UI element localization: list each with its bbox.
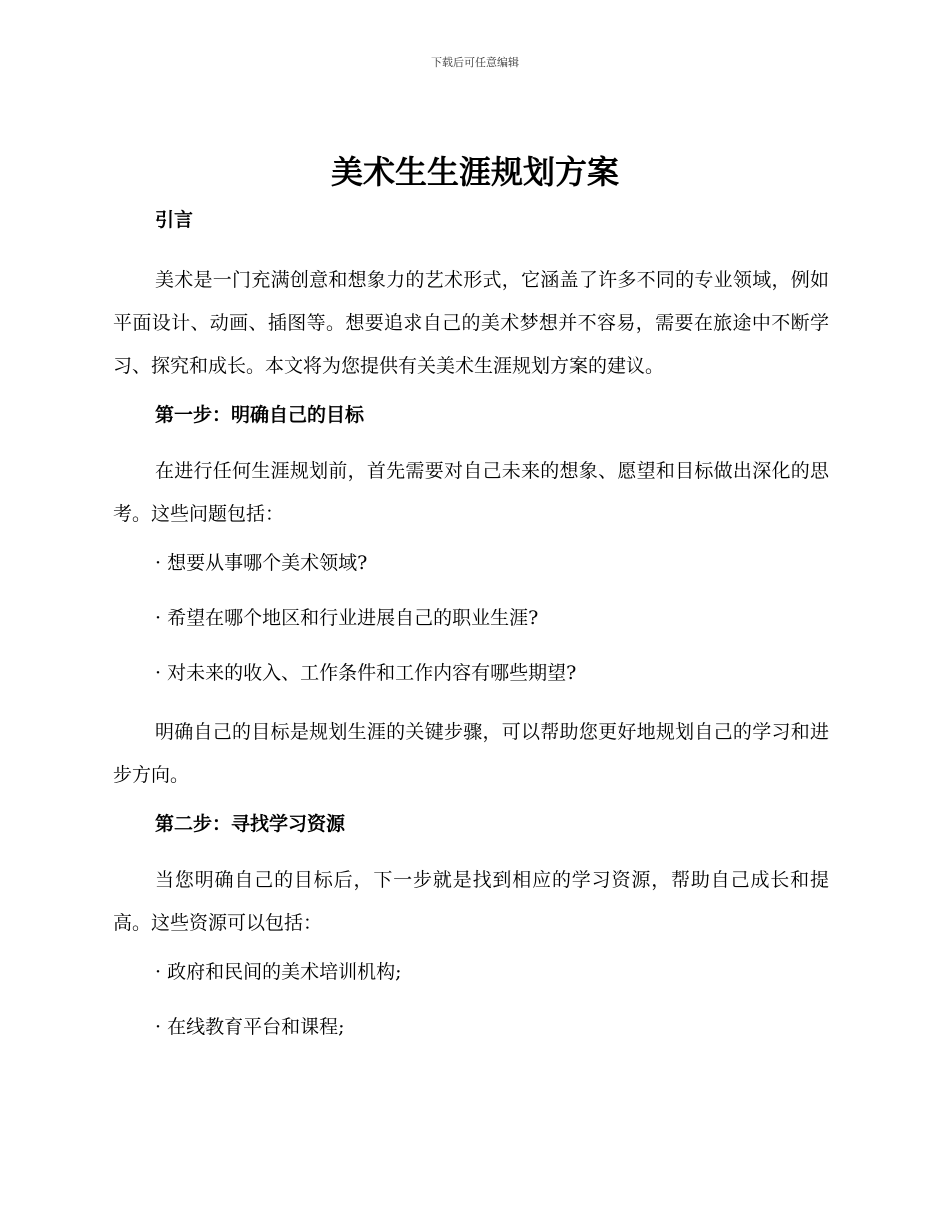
list-item: · 想要从事哪个美术领域? xyxy=(155,552,368,574)
list-item: · 政府和民间的美术培训机构; xyxy=(155,961,402,983)
list-item: · 希望在哪个地区和行业进展自己的职业生涯? xyxy=(155,607,539,629)
document-body xyxy=(113,203,829,1065)
list-item: · 对未来的收入、工作条件和工作内容有哪些期望? xyxy=(155,662,577,684)
step2-paragraph: 当您明确自己的目标后，下一步就是找到相应的学习资源，帮助自己成长和提高。这些资源可以包括： xyxy=(113,869,829,934)
intro-paragraph: 美术是一门充满创意和想象力的艺术形式，它涵盖了许多不同的专业领域，例如平面设计、动画、插图等。想要追求自己的美术梦想并不容易，需要在旅途中不断学习、探究和成长。本文将为您提供有关美术生涯规划方案的建议。 xyxy=(113,269,829,377)
section-heading-step1: 第一步：明确自己的目标 xyxy=(155,404,365,426)
list-item: · 在线教育平台和课程; xyxy=(155,1016,345,1038)
step1-paragraph: 在进行任何生涯规划前，首先需要对自己未来的想象、愿望和目标做出深化的思考。这些问题包括： xyxy=(113,460,829,525)
document-title: 美术生生涯规划方案 xyxy=(330,153,619,191)
section-heading-intro: 引言 xyxy=(155,209,194,231)
header-note: 下载后可任意编辑 xyxy=(431,56,519,69)
step1-closing-paragraph: 明确自己的目标是规划生涯的关键步骤，可以帮助您更好地规划自己的学习和进步方向。 xyxy=(113,721,829,786)
section-heading-step2: 第二步：寻找学习资源 xyxy=(155,813,346,835)
